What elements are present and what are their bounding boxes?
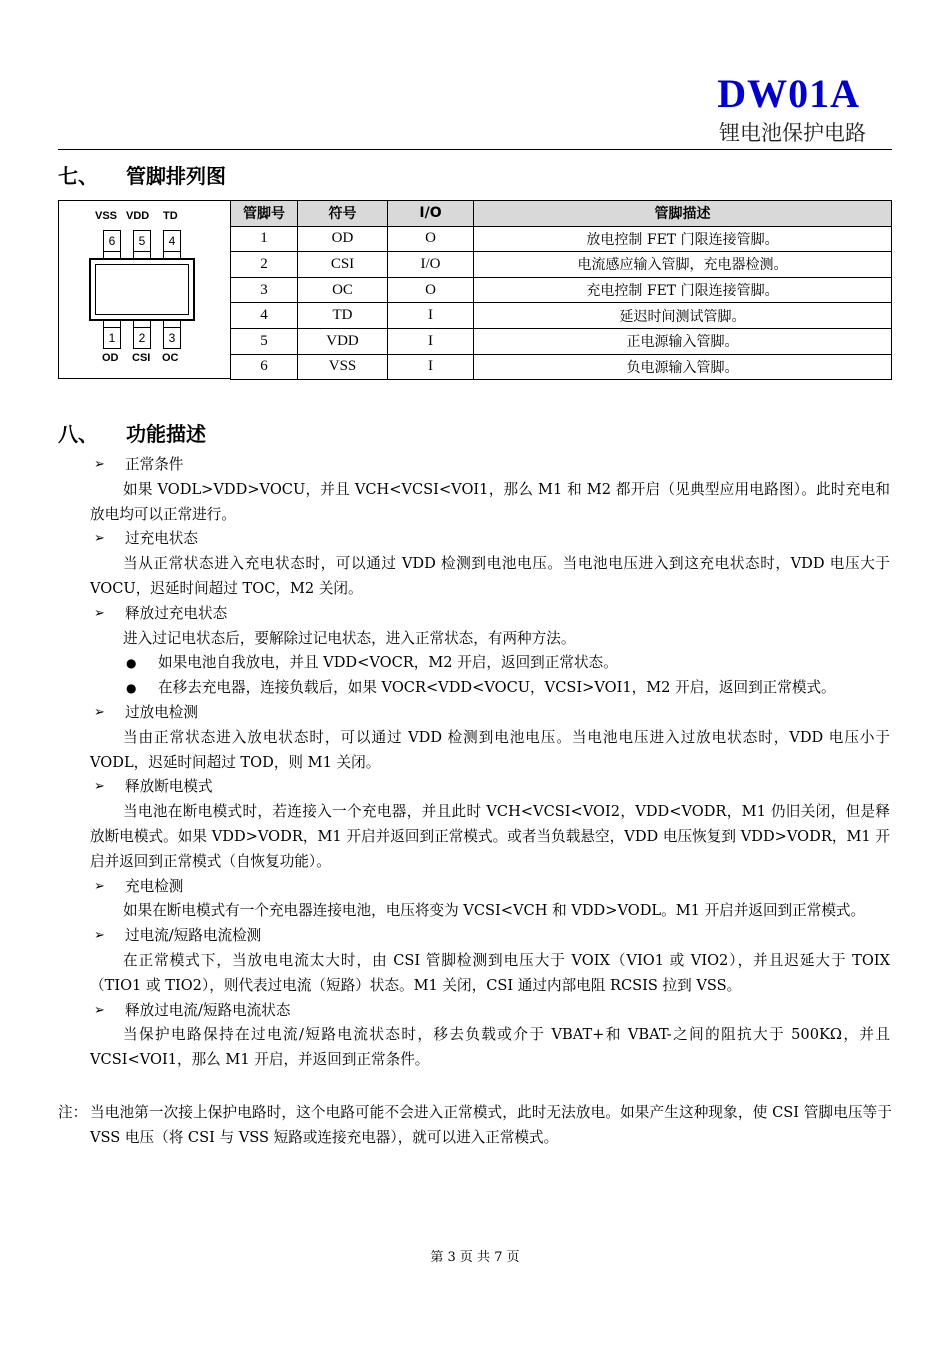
paragraph: 如果 VODL>VDD>VOCU，并且 VCH<VCSI<VOI1，那么 M1 和 M2 都开启（见典型应用电路图）。此时充电和放电均可以正常进行。 <box>90 480 890 523</box>
pin-6: 6 <box>103 230 121 252</box>
page-number: 第 3 页 共 7 页 <box>430 1250 520 1265</box>
pin-2: 2 <box>133 327 151 349</box>
list-item: ➢ 充电检测 <box>90 875 890 900</box>
bullet-item: ● 如果电池自我放电，并且 VDD<VOCR，M2 开启，返回到正常状态。 <box>90 651 890 676</box>
pin-lead <box>133 320 151 327</box>
arrow-bullet-icon: ➢ <box>94 779 105 795</box>
table-row <box>231 226 892 252</box>
list-item: ➢ 正常条件 <box>90 453 890 478</box>
table-row <box>231 252 892 278</box>
doc-title: DW01A <box>717 71 860 116</box>
cell-symbol: TD <box>298 303 388 329</box>
pin-table <box>230 200 892 380</box>
section-8-number: 八、 <box>58 422 98 446</box>
paragraph: 当从正常状态进入充电状态时，可以通过 VDD 检测到电池电压。当电池电压进入到这充电状态时，VDD 电压大于 VOCU，迟延时间超过 TOC，M2 关闭。 <box>90 555 890 597</box>
header-divider <box>58 149 892 150</box>
pin-label-oc: OC <box>162 352 179 364</box>
list-item: ➢ 释放过充电状态 <box>90 602 890 627</box>
pin-label-csi: CSI <box>132 352 151 364</box>
cell-description: 放电控制 FET 门限连接管脚。 <box>474 226 892 252</box>
cell-io: I/O <box>388 252 474 278</box>
cell-description: 正电源输入管脚。 <box>474 328 892 354</box>
paragraph: 如果在断电模式有一个充电器连接电池，电压将变为 VCSI<VCH 和 VDD>VODL。M1 开启并返回到正常模式。 <box>123 902 866 920</box>
cell-symbol: OD <box>298 226 388 252</box>
table-header-row <box>231 201 892 227</box>
doc-subtitle: 锂电池保护电路 <box>719 121 866 145</box>
cell-description: 负电源输入管脚。 <box>474 354 892 380</box>
pin-label-td: TD <box>163 210 178 222</box>
arrow-bullet-icon: ➢ <box>94 928 105 944</box>
pin-lead <box>103 320 121 327</box>
pin-5: 5 <box>133 230 151 252</box>
section-7-number: 七、 <box>58 164 98 188</box>
cell-pin-no: 1 <box>231 226 298 252</box>
list-item: ➢ 过充电状态 <box>90 527 890 552</box>
col-header-io: I/O <box>388 201 474 227</box>
arrow-bullet-icon: ➢ <box>94 531 105 547</box>
pin-diagram <box>58 200 230 379</box>
note <box>58 1101 892 1151</box>
cell-io: I <box>388 328 474 354</box>
cell-pin-no: 3 <box>231 277 298 303</box>
list-item: ➢ 过电流/短路电流检测 <box>90 924 890 949</box>
table-row <box>231 328 892 354</box>
list-item: ➢ 释放过电流/短路电流状态 <box>90 999 890 1024</box>
dot-bullet-icon: ● <box>126 681 137 696</box>
arrow-bullet-icon: ➢ <box>94 878 105 894</box>
col-header-pin-no: 管脚号 <box>231 201 298 227</box>
cell-symbol: CSI <box>298 252 388 278</box>
pin-lead <box>163 320 181 327</box>
table-row <box>231 303 892 329</box>
list-item: ➢ 过放电检测 <box>90 701 890 726</box>
cell-pin-no: 2 <box>231 252 298 278</box>
bullet-item: ● 在移去充电器，连接负载后，如果 VOCR<VDD<VOCU，VCSI>VOI1，M2 开启，返回到正常模式。 <box>90 676 890 701</box>
paragraph: 当保护电路保持在过电流/短路电流状态时，移去负载或介于 VBAT+和 VBAT-之间的阻抗大于 500KΩ，并且 VCSI<VOI1，那么 M1 开启，并返回到正常条件。 <box>90 1026 890 1069</box>
pin-1: 1 <box>103 327 121 349</box>
section-7-heading <box>58 160 226 189</box>
col-header-symbol: 符号 <box>298 201 388 227</box>
cell-io: I <box>388 303 474 329</box>
note-label: 注： <box>58 1104 88 1121</box>
cell-description: 延迟时间测试管脚。 <box>474 303 892 329</box>
cell-symbol: OC <box>298 277 388 303</box>
function-description <box>90 453 890 1073</box>
cell-pin-no: 6 <box>231 354 298 380</box>
note-text: 当电池第一次接上保护电路时，这个电路可能不会进入正常模式，此时无法放电。如果产生这种现象，使 CSI 管脚电压等于 VSS 电压（将 CSI 与 VSS 短路或连接充电器），就可以进入正常模式。 <box>90 1104 892 1146</box>
pin-label-vdd: VDD <box>126 210 150 222</box>
paragraph: 在正常模式下，当放电电流太大时，由 CSI 管脚检测到电压大于 VOIX（VIO1 或 VIO2），并且迟延大于 TOIX（TIO1 或 TIO2），则代表过电流（短路）状态。M1 关闭，CSI 通过内部电阻 RCSIS 拉到 VSS。 <box>90 951 890 994</box>
paragraph: 当由正常状态进入放电状态时，可以通过 VDD 检测到电池电压。当电池电压进入过放电状态时，VDD 电压小于 VODL，迟延时间超过 TOD，则 M1 关闭。 <box>90 728 890 771</box>
chip-body <box>89 258 195 321</box>
section-8-heading <box>58 418 206 447</box>
paragraph: 进入过记电状态后，要解除过记电状态，进入正常状态，有两种方法。 <box>123 629 576 647</box>
table-row <box>231 277 892 303</box>
list-item: ➢ 释放断电模式 <box>90 775 890 800</box>
cell-description: 电流感应输入管脚，充电器检测。 <box>474 252 892 278</box>
cell-pin-no: 5 <box>231 328 298 354</box>
section-8-title: 功能描述 <box>126 422 206 446</box>
section-7-title: 管脚排列图 <box>126 164 226 188</box>
arrow-bullet-icon: ➢ <box>94 457 105 472</box>
arrow-bullet-icon: ➢ <box>94 704 105 720</box>
cell-symbol: VDD <box>298 328 388 354</box>
pin-3: 3 <box>163 327 181 349</box>
col-header-description: 管脚描述 <box>474 201 892 227</box>
pin-4: 4 <box>163 230 181 252</box>
table-row <box>231 354 892 380</box>
cell-description: 充电控制 FET 门限连接管脚。 <box>474 277 892 303</box>
paragraph: 当电池在断电模式时，若连接入一个充电器，并且此时 VCH<VCSI<VOI2，VDD<VODR，M1 仍旧关闭，但是释放断电模式。如果 VDD>VODR，M1 开启并返回到正常模式。或者当负载悬空，VDD 电压恢复到 VDD>VODR，M1 开启并返回到正常模式（自恢复功能）。 <box>90 803 890 870</box>
cell-pin-no: 4 <box>231 303 298 329</box>
dot-bullet-icon: ● <box>126 656 137 671</box>
cell-io: I <box>388 354 474 380</box>
cell-symbol: VSS <box>298 354 388 380</box>
arrow-bullet-icon: ➢ <box>94 605 105 621</box>
cell-io: O <box>388 226 474 252</box>
cell-io: O <box>388 277 474 303</box>
pin-label-od: OD <box>102 352 119 364</box>
arrow-bullet-icon: ➢ <box>94 1002 105 1018</box>
pin-label-vss: VSS <box>95 210 118 222</box>
